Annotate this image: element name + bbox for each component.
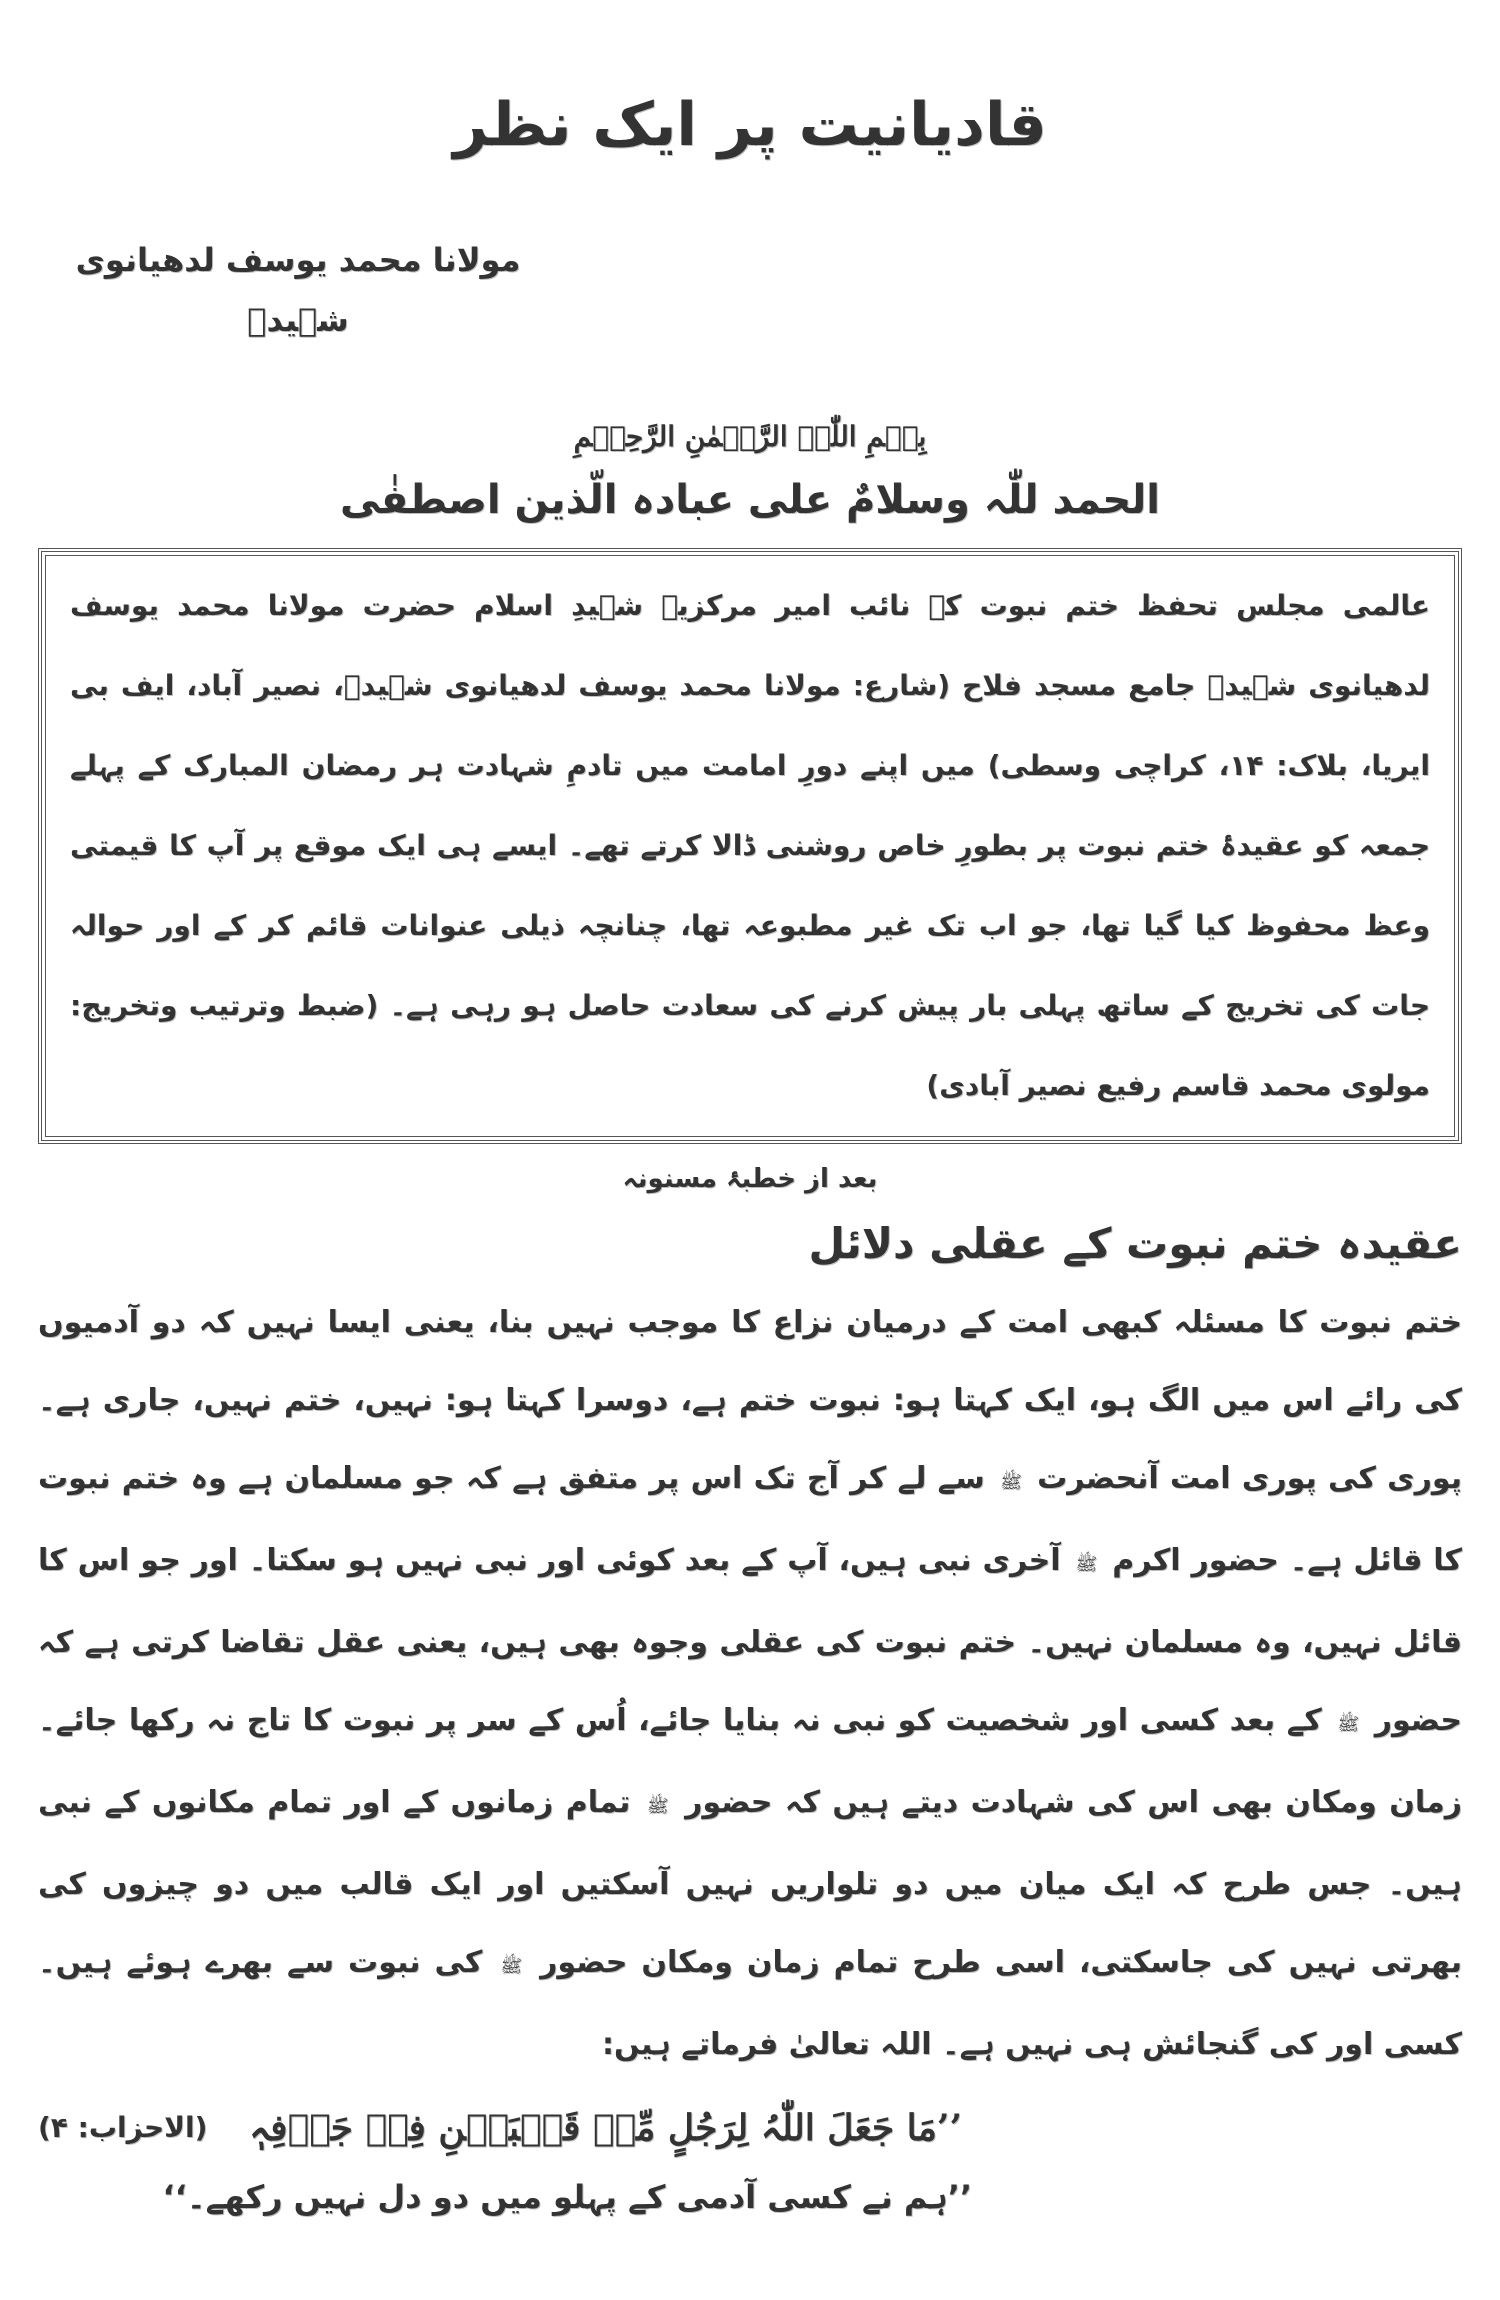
author-row xyxy=(38,230,1462,350)
body-line-text: امت آنحضرت xyxy=(1037,1461,1231,1496)
body-text xyxy=(38,1284,1462,2084)
intro-line: بطورِ خاص روشنی ڈالا کرتے تھے۔ ایسے ہی ایک موقع پر آپ کا قیمتی وعظ محفوظ کیا گیا تھا، جو اب تک غیر xyxy=(70,829,1431,942)
salutation-ligature-icon: ﷺ xyxy=(646,1796,669,1817)
after-khutba-note: بعد از خطبۂ مسنونہ xyxy=(622,1164,878,1194)
body-line-text: کے بعد کسی اور شخصیت کو نبی نہ بنایا xyxy=(722,1703,1322,1738)
intro-line: مسجد فلاح (شارع: مولانا محمد یوسف لدھیانوی شہیدؒ، نصیر آباد، ایف بی ایریا، بلاک: ۱۴، کراچی xyxy=(70,669,1430,782)
body-line-text: تمام زمانوں کے اور تمام مکانوں کے نبی ہیں۔ جس طرح کہ ایک میان میں دو تلواریں نہیں آسکتیں اور ایک xyxy=(38,1785,1462,1902)
intro-line: سعادت حاصل ہو رہی ہے۔ (ضبط وترتیب وتخریج: مولوی محمد قاسم رفیع نصیر آبادی) xyxy=(70,989,1430,1102)
quran-reference: (الاحزاب: ۴) xyxy=(38,2111,208,2144)
section-heading: عقیدہ ختم نبوت کے عقلی دلائل xyxy=(808,1219,1462,1268)
body-line-text: ختم نبوت کی عقلی وجوہ بھی ہیں، یعنی عقل تقاضا کرتی ہے کہ حضور xyxy=(38,1625,1462,1738)
verse-translation: ’’ہم نے کسی آدمی کے پہلو میں دو دل نہیں رکھے۔‘‘ xyxy=(162,2178,972,2216)
intro-text xyxy=(70,566,1430,1126)
body-line-text: اکرم xyxy=(1112,1543,1181,1578)
bismillah-calligraphy: بِسۡمِ اللّٰہِ الرَّحۡمٰنِ الرَّحِیۡمِ xyxy=(573,420,927,453)
body-line-text: کی نبوت سے بھرے xyxy=(205,1945,483,1980)
body-line-text: ختم نبوت کا مسئلہ کبھی امت کے درمیان نزاع کا موجب نہیں بنا، یعنی ایسا نہیں کہ دو آدمیوں کی xyxy=(38,1305,1462,1418)
salutation-ligature-icon: ﷺ xyxy=(1000,1472,1022,1493)
intro-line: مطبوعہ تھا، چنانچہ ذیلی عنوانات قائم کر کے اور حوالہ جات کی تخریج کے ساتھ پہلی بار پیش کرنے کی xyxy=(70,909,1430,1022)
body-line-text: قالب میں دو چیزوں کی بھرتی نہیں کی جاسکتی، اسی طرح تمام زمان ومکان حضور xyxy=(38,1867,1463,1980)
body-line-text: رائے اس میں الگ ہو، ایک کہتا ہو: نبوت ختم ہے، دوسرا کہتا ہو: نہیں، ختم نہیں، جاری ہے۔ پوری کی پوری xyxy=(38,1383,1462,1496)
intro-line: وسطی) میں اپنے دورِ امامت میں تادمِ شہادت ہر رمضان المبارک کے پہلے جمعہ کو عقیدۂ ختم نبوت پر xyxy=(70,749,1431,862)
body-line-text: آخری نبی ہیں، آپ کے بعد کوئی اور نبی نہیں ہو سکتا۔ اور جو اس کا قائل نہیں، وہ مسلمان نہیں۔ xyxy=(38,1543,1462,1660)
body-line-text: سے لے کر آج تک اس پر متفق ہے کہ جو مسلمان ہے وہ ختم نبوت کا قائل ہے۔ حضور xyxy=(38,1461,1462,1578)
salutation-ligature-icon: ﷺ xyxy=(500,1956,523,1977)
hamd-line: الحمد للّٰہ وسلامٌ علی عبادہ الّذین اصطفٰی xyxy=(340,477,1160,523)
body-line-text: جائے، اُس کے سر پر نبوت کا تاج نہ رکھا جائے۔ زمان ومکان بھی اس کی شہادت دیتے ہیں کہ حضور xyxy=(38,1703,1463,1820)
salutation-ligature-icon: ﷺ xyxy=(1337,1714,1360,1735)
body-line-text: ہوئے ہیں۔ کسی اور کی گنجائش ہی نہیں ہے۔ اللہ تعالیٰ فرماتے ہیں: xyxy=(38,1945,1462,2062)
quran-verse: ’’مَا جَعَلَ اللّٰہُ لِرَجُلٍ مِّنۡ قَلۡبَیۡنِ فِیۡ جَوۡفِہٖ xyxy=(249,2107,962,2149)
intro-line: عالمی مجلس تحفظ ختم نبوت کے نائب امیر مرکزیہ شہیدِ اسلام حضرت مولانا محمد یوسف لدھیانوی شہیدؒ جامع xyxy=(70,589,1431,702)
intro-box xyxy=(38,548,1462,1144)
salutation-ligature-icon: ﷺ xyxy=(1075,1554,1098,1575)
document-title: قادیانیت پر ایک نظر xyxy=(453,90,1047,160)
author-name: مولانا محمد یوسف لدھیانوی شہیدؒ xyxy=(75,241,521,339)
quran-row xyxy=(38,2092,1462,2164)
